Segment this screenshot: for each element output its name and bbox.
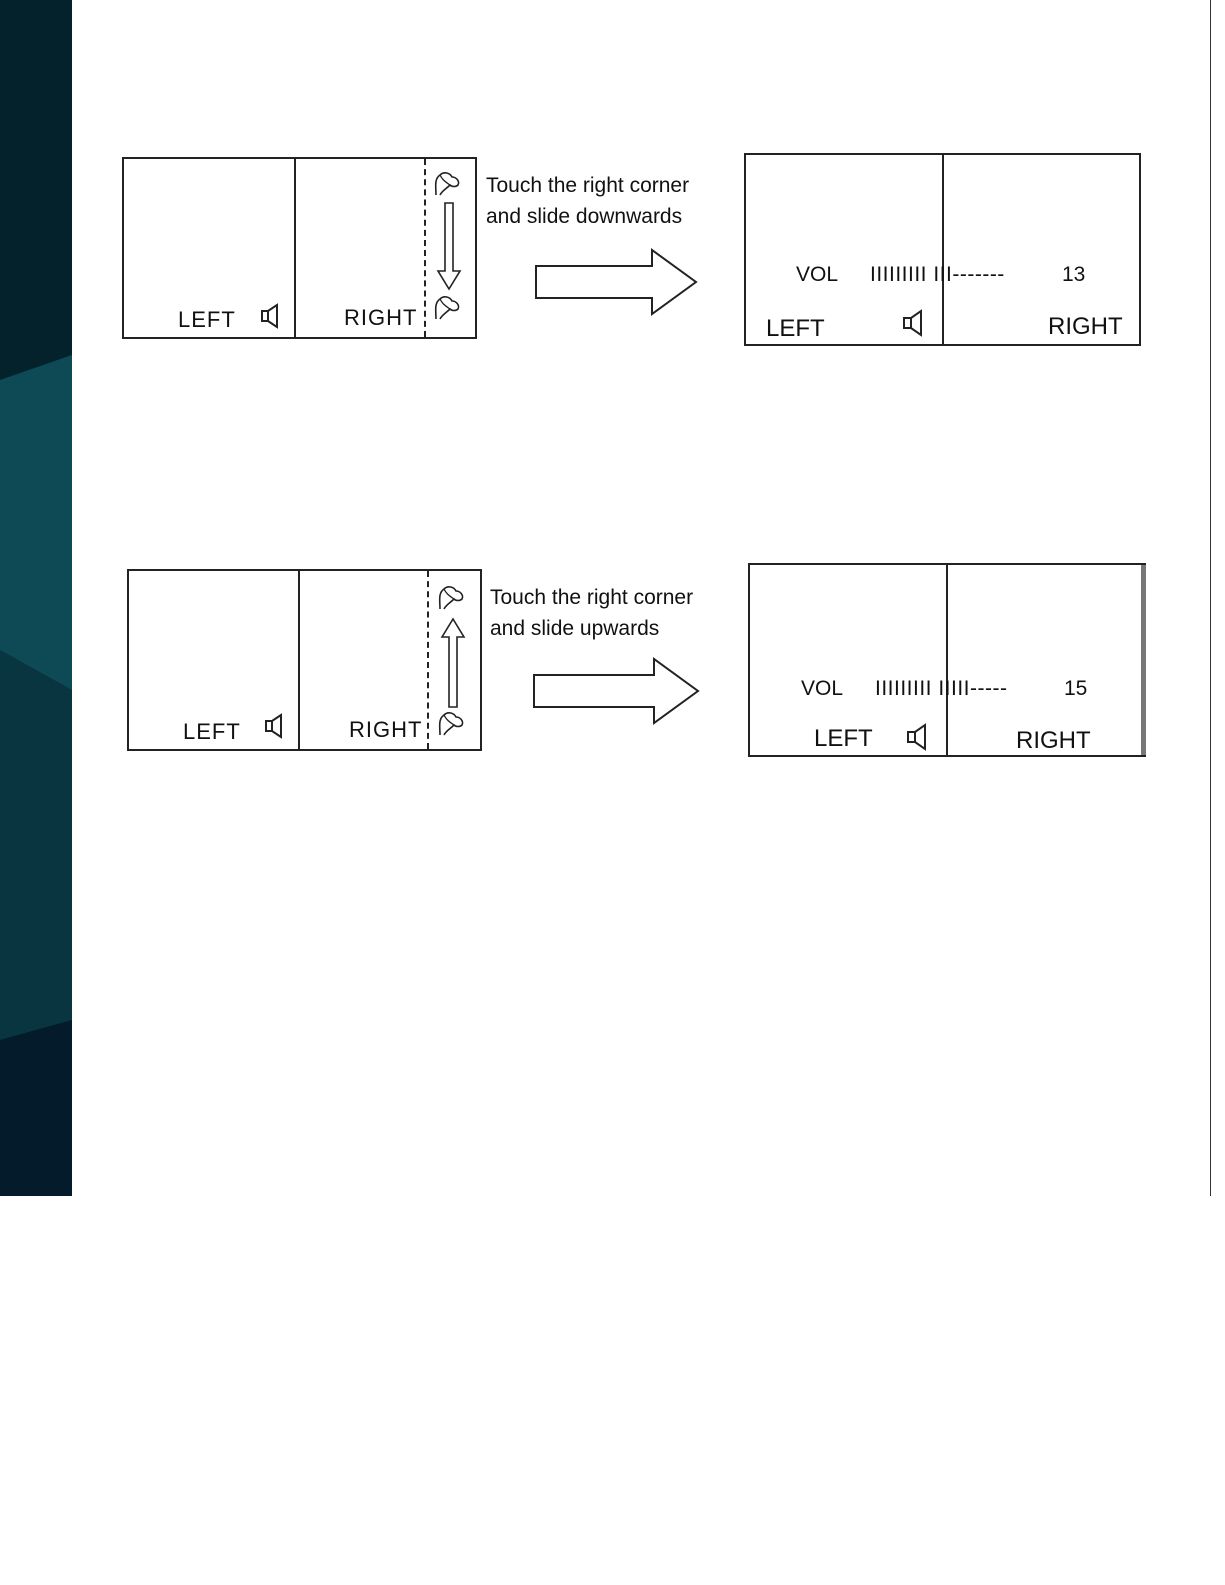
touch-zone-dotted-line [427,571,429,749]
right-label: RIGHT [1016,727,1091,754]
speaker-icon [902,309,924,342]
decorative-side-band [0,0,72,1196]
vol-value: 15 [1064,677,1088,700]
left-label: LEFT [178,307,236,332]
finger-touch-icon [432,293,464,326]
caption-line: Touch the right corner [486,174,690,197]
caption-line: and slide downwards [486,205,683,228]
right-label: RIGHT [349,717,423,742]
finger-touch-icon [436,583,468,616]
speaker-icon [260,303,280,334]
speaker-icon [264,713,284,744]
step1-before-screen [122,157,477,339]
left-label: LEFT [814,725,873,752]
arrow-up-icon [440,617,466,714]
vol-level-bar: IIIIIIIII IIIII----- [875,677,1008,700]
caption-line: and slide upwards [490,617,660,640]
right-label: RIGHT [1048,313,1123,340]
arrow-down-icon [436,201,462,296]
right-label: RIGHT [344,305,418,330]
touch-zone-dotted-line [424,159,426,337]
big-arrow-right-icon [532,657,702,730]
left-label: LEFT [183,719,241,744]
step2-after-screen [748,563,1146,757]
screen-divider [294,159,296,337]
step1-caption [486,170,689,232]
screen-edge-shadow [1141,565,1146,755]
page-edge-rule [1210,0,1211,1196]
caption-line: Touch the right corner [490,586,694,609]
vol-label: VOL [801,677,844,700]
finger-touch-icon [432,169,464,202]
step2-caption [490,582,693,644]
screen-divider [298,571,300,749]
screen-divider [946,565,948,755]
vol-value: 13 [1062,263,1086,286]
step1-after-screen [744,153,1141,346]
step2-before-screen [127,569,482,751]
speaker-icon [906,723,928,756]
vol-level-bar: IIIIIIIII III------- [870,263,1005,286]
vol-label: VOL [796,263,839,286]
screen-divider [942,155,944,344]
finger-touch-icon [436,709,468,742]
left-label: LEFT [766,315,825,342]
big-arrow-right-icon [534,248,700,321]
